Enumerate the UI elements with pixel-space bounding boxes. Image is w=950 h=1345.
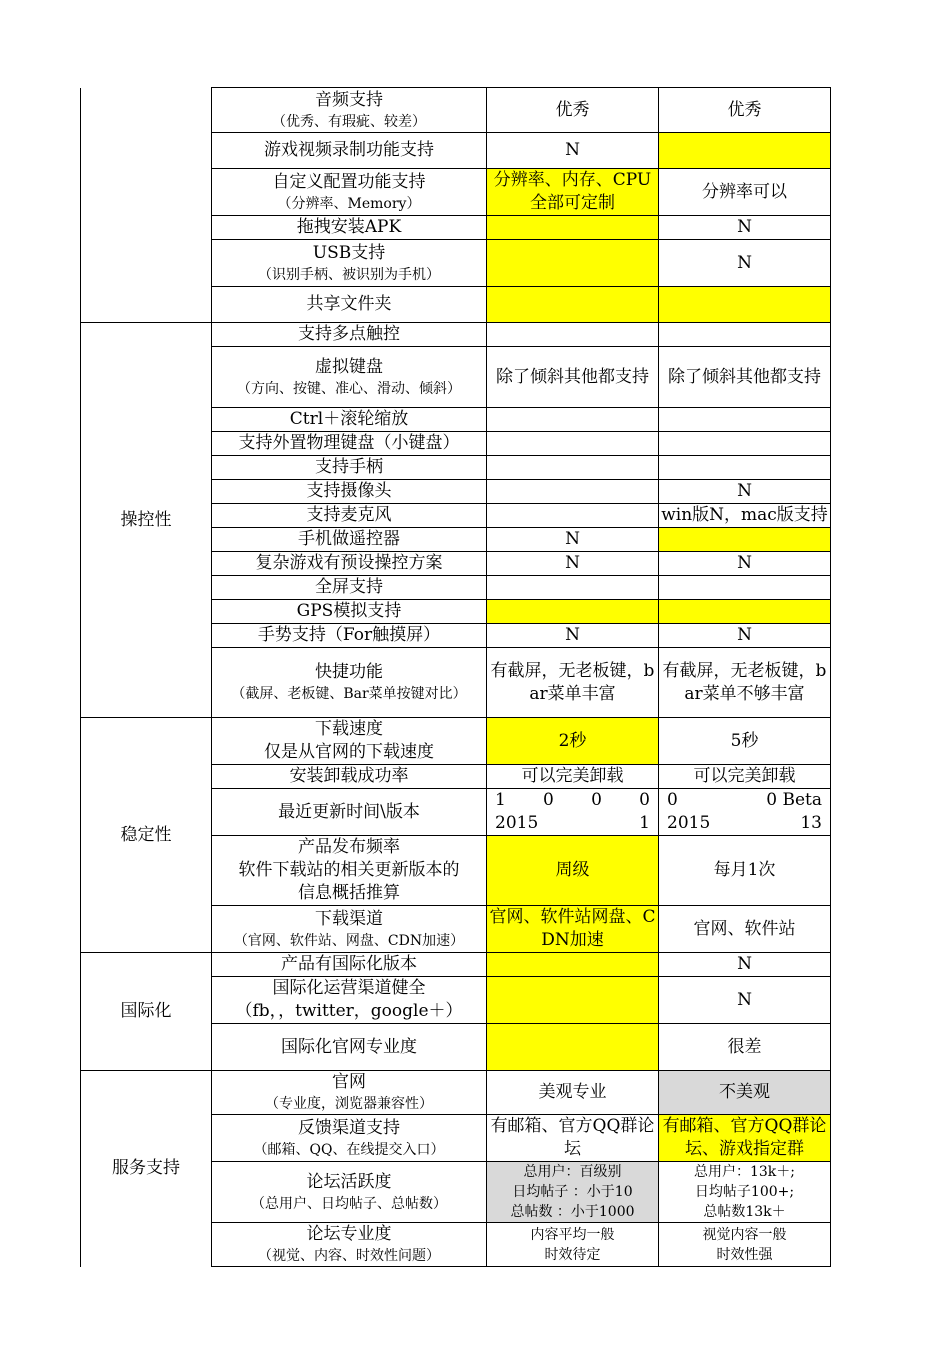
comparison-table [80,87,831,1267]
value-a-cell [487,977,659,1024]
value-b-cell [659,576,831,600]
feature-cell: 产品发布频率 软件下载站的相关更新版本的 信息概括推算 [212,836,487,906]
category-cell: 国际化 [81,953,212,1071]
value-a-cell: 分辨率、内存、CPU全部可定制 [487,169,659,216]
value-b-cell: 0 0 Beta 2015 13 [659,789,831,836]
feature-cell: GPS模拟支持 [212,600,487,624]
category-cell [81,88,212,323]
value-a-cell: 美观专业 [487,1071,659,1115]
value-b-cell: 分辨率可以 [659,169,831,216]
feature-cell: 自定义配置功能支持 （分辨率、Memory） [212,169,487,216]
value-b-cell: N [659,240,831,287]
value-a-cell [487,953,659,977]
feature-cell: 共享文件夹 [212,287,487,323]
value-b-cell: win版N，mac版支持 [659,504,831,528]
value-b-cell [659,408,831,432]
table-row [81,88,831,133]
value-b-cell: N [659,624,831,648]
feature-cell: 虚拟键盘 （方向、按键、准心、滑动、倾斜） [212,347,487,408]
value-a-cell [487,504,659,528]
category-cell: 服务支持 [81,1071,212,1267]
value-a-cell [487,456,659,480]
feature-cell: 复杂游戏有预设操控方案 [212,552,487,576]
feature-cell: 手势支持（For触摸屏） [212,624,487,648]
feature-cell: 下载速度 仅是从官网的下载速度 [212,718,487,765]
value-a-cell: 1 0 0 0 2015 1 [487,789,659,836]
value-b-cell: 优秀 [659,88,831,133]
value-a-cell: 2秒 [487,718,659,765]
category-cell: 稳定性 [81,718,212,953]
value-a-cell: 除了倾斜其他都支持 [487,347,659,408]
value-b-cell: 总用户：13k＋; 日均帖子100+; 总帖数13k＋ [659,1162,831,1223]
value-b-cell: N [659,977,831,1024]
value-b-cell [659,287,831,323]
value-b-cell: 除了倾斜其他都支持 [659,347,831,408]
value-a-cell [487,432,659,456]
table-row [81,718,831,765]
value-b-cell: 官网、软件站 [659,906,831,953]
feature-cell: Ctrl＋滚轮缩放 [212,408,487,432]
feature-cell: 反馈渠道支持 （邮箱、QQ、在线提交入口） [212,1115,487,1162]
value-b-cell: N [659,480,831,504]
value-a-cell [487,600,659,624]
feature-cell: USB支持 （识别手柄、被识别为手机） [212,240,487,287]
feature-cell: 全屏支持 [212,576,487,600]
value-a-cell [487,240,659,287]
value-a-cell: 总用户：百级别 日均帖子 ：小于10 总帖数 ：小于1000 [487,1162,659,1223]
value-a-cell [487,480,659,504]
feature-cell: 国际化官网专业度 [212,1024,487,1071]
value-b-cell [659,528,831,552]
value-b-cell [659,133,831,169]
value-a-cell [487,216,659,240]
feature-cell: 支持外置物理键盘（小键盘） [212,432,487,456]
value-a-cell: 官网、软件站网盘、CDN加速 [487,906,659,953]
value-a-cell [487,287,659,323]
value-a-cell [487,1024,659,1071]
value-a-cell [487,323,659,347]
feature-cell: 支持麦克风 [212,504,487,528]
feature-cell: 最近更新时间\版本 [212,789,487,836]
feature-cell: 拖拽安装APK [212,216,487,240]
feature-cell: 官网 （专业度，浏览器兼容性） [212,1071,487,1115]
feature-cell: 快捷功能 （截屏、老板键、Bar菜单按键对比） [212,648,487,718]
table-row [81,953,831,977]
feature-cell: 支持多点触控 [212,323,487,347]
value-a-cell: 可以完美卸载 [487,765,659,789]
feature-cell: 论坛专业度 （视觉、内容、时效性问题） [212,1223,487,1267]
value-b-cell: 很差 [659,1024,831,1071]
value-a-cell [487,408,659,432]
value-a-cell: 内容平均一般 时效待定 [487,1223,659,1267]
feature-cell: 论坛活跃度 （总用户、日均帖子、总帖数） [212,1162,487,1223]
feature-cell: 支持摄像头 [212,480,487,504]
value-a-cell [487,576,659,600]
value-b-cell: 有截屏，无老板键，bar菜单不够丰富 [659,648,831,718]
feature-cell: 支持手柄 [212,456,487,480]
value-b-cell [659,600,831,624]
value-b-cell [659,432,831,456]
feature-cell: 国际化运营渠道健全 （fb，，twitter，google＋） [212,977,487,1024]
feature-cell: 游戏视频录制功能支持 [212,133,487,169]
feature-cell: 下载渠道 （官网、软件站、网盘、CDN加速） [212,906,487,953]
value-b-cell [659,456,831,480]
table-row [81,1071,831,1115]
feature-cell: 手机做遥控器 [212,528,487,552]
value-b-cell: 每月1次 [659,836,831,906]
value-a-cell: 有截屏，无老板键，bar菜单丰富 [487,648,659,718]
value-a-cell: N [487,552,659,576]
value-b-cell: N [659,216,831,240]
table-row [81,323,831,347]
value-a-cell: 有邮箱、官方QQ群论坛 [487,1115,659,1162]
value-b-cell [659,323,831,347]
value-b-cell: N [659,552,831,576]
feature-cell: 产品有国际化版本 [212,953,487,977]
value-b-cell: 5秒 [659,718,831,765]
value-a-cell: 周级 [487,836,659,906]
value-b-cell: 可以完美卸载 [659,765,831,789]
category-cell: 操控性 [81,323,212,718]
value-a-cell: N [487,133,659,169]
feature-cell: 安装卸载成功率 [212,765,487,789]
value-a-cell: 优秀 [487,88,659,133]
value-b-cell: N [659,953,831,977]
value-b-cell: 视觉内容一般 时效性强 [659,1223,831,1267]
value-a-cell: N [487,624,659,648]
value-b-cell: 不美观 [659,1071,831,1115]
feature-cell: 音频支持 （优秀、有瑕疵、较差） [212,88,487,133]
value-a-cell: N [487,528,659,552]
value-b-cell: 有邮箱、官方QQ群论坛、游戏指定群 [659,1115,831,1162]
